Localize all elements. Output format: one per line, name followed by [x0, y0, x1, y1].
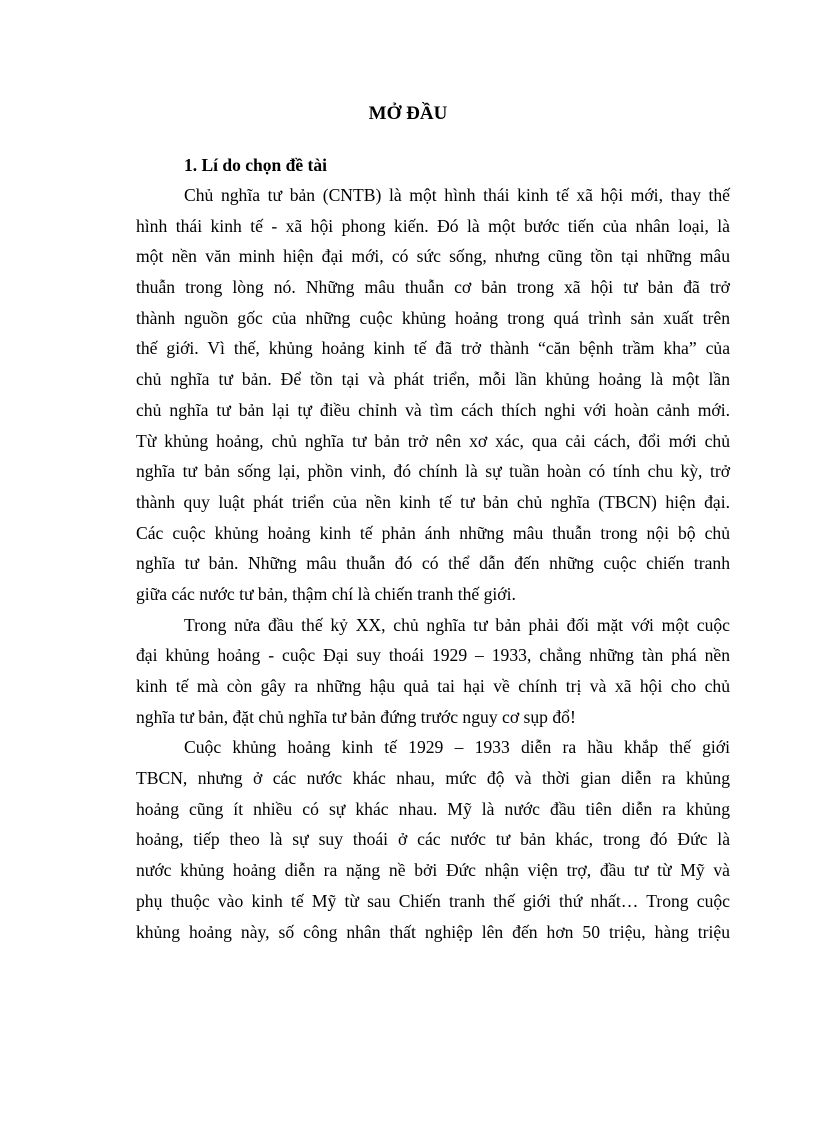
page-title: MỞ ĐẦU: [368, 103, 448, 124]
text-line: thành quy luật phát triển của nền kinh tế tư bản chủ nghĩa (TBCN) hiện đại.: [136, 491, 730, 512]
text-line: chủ nghĩa tư bản lại tự điều chỉnh và tìm cách thích nghi với hoàn cảnh mới.: [136, 399, 730, 420]
text-line: thuẫn trong lòng nó. Những mâu thuẫn cơ bản trong xã hội tư bản đã trở: [136, 277, 730, 298]
section-heading: 1. Lí do chọn đề tài: [184, 155, 327, 175]
text-line: hoảng, tiếp theo là sự suy thoái ở các nước tư bản khác, trong đó Đức là: [136, 829, 730, 850]
text-line: Từ khủng hoảng, chủ nghĩa tư bản trở nên xơ xác, qua cải cách, đổi mới chủ: [136, 430, 730, 451]
text-line: giữa các nước tư bản, thậm chí là chiến tranh thế giới.: [136, 583, 516, 604]
text-line: chủ nghĩa tư bản. Để tồn tại và phát triển, mỗi lần khủng hoảng là một lần: [136, 369, 730, 390]
document-body: [136, 150, 730, 947]
text-line: một nền văn minh hiện đại mới, có sức sống, nhưng cũng tồn tại những mâu: [136, 246, 730, 267]
paragraph-2: [136, 610, 730, 733]
text-line: phụ thuộc vào kinh tế Mỹ từ sau Chiến tranh thế giới thứ nhất… Trong cuộc: [136, 890, 730, 911]
text-line: Cuộc khủng hoảng kinh tế 1929 – 1933 diễn ra hầu khắp thế giới: [184, 737, 730, 758]
text-line: hoảng cũng ít nhiều có sự khác nhau. Mỹ là nước đầu tiên diễn ra khủng: [136, 798, 730, 819]
text-line: Trong nửa đầu thế kỷ XX, chủ nghĩa tư bản phải đối mặt với một cuộc: [184, 614, 730, 635]
paragraph-3: [136, 732, 730, 947]
paragraph-1: [136, 180, 730, 610]
text-line: thế giới. Vì thế, khủng hoảng kinh tế đã trở thành “căn bệnh trầm kha” của: [136, 338, 730, 359]
text-line: kinh tế mà còn gây ra những hậu quả tai hại về chính trị và xã hội cho chủ: [136, 676, 730, 696]
text-line: TBCN, nhưng ở các nước khác nhau, mức độ và thời gian diễn ra khủng: [136, 768, 730, 789]
text-line: Chủ nghĩa tư bản (CNTB) là một hình thái kinh tế xã hội mới, thay thế: [184, 185, 730, 205]
text-line: đại khủng hoảng - cuộc Đại suy thoái 1929 – 1933, chẳng những tàn phá nền: [136, 645, 730, 666]
text-line: Các cuộc khủng hoảng kinh tế phản ánh những mâu thuẫn trong nội bộ chủ: [136, 522, 730, 543]
text-line: nghĩa tư bản. Những mâu thuẫn đó có thể dẫn đến những cuộc chiến tranh: [136, 553, 730, 574]
text-line: nghĩa tư bản sống lại, phồn vinh, đó chính là sự tuần hoàn có tính chu kỳ, trở: [136, 461, 730, 482]
text-line: khủng hoảng này, số công nhân thất nghiệp lên đến hơn 50 triệu, hàng triệu: [136, 921, 730, 942]
text-line: nước khủng hoảng diễn ra nặng nề bởi Đức nhận viện trợ, đầu tư từ Mỹ và: [136, 860, 730, 881]
text-line: nghĩa tư bản, đặt chủ nghĩa tư bản đứng trước nguy cơ sụp đổ!: [136, 706, 576, 727]
text-line: hình thái kinh tế - xã hội phong kiến. Đó là một bước tiến của nhân loại, là: [136, 215, 730, 236]
text-line: thành nguồn gốc của những cuộc khủng hoảng trong quá trình sản xuất trên: [136, 307, 730, 328]
